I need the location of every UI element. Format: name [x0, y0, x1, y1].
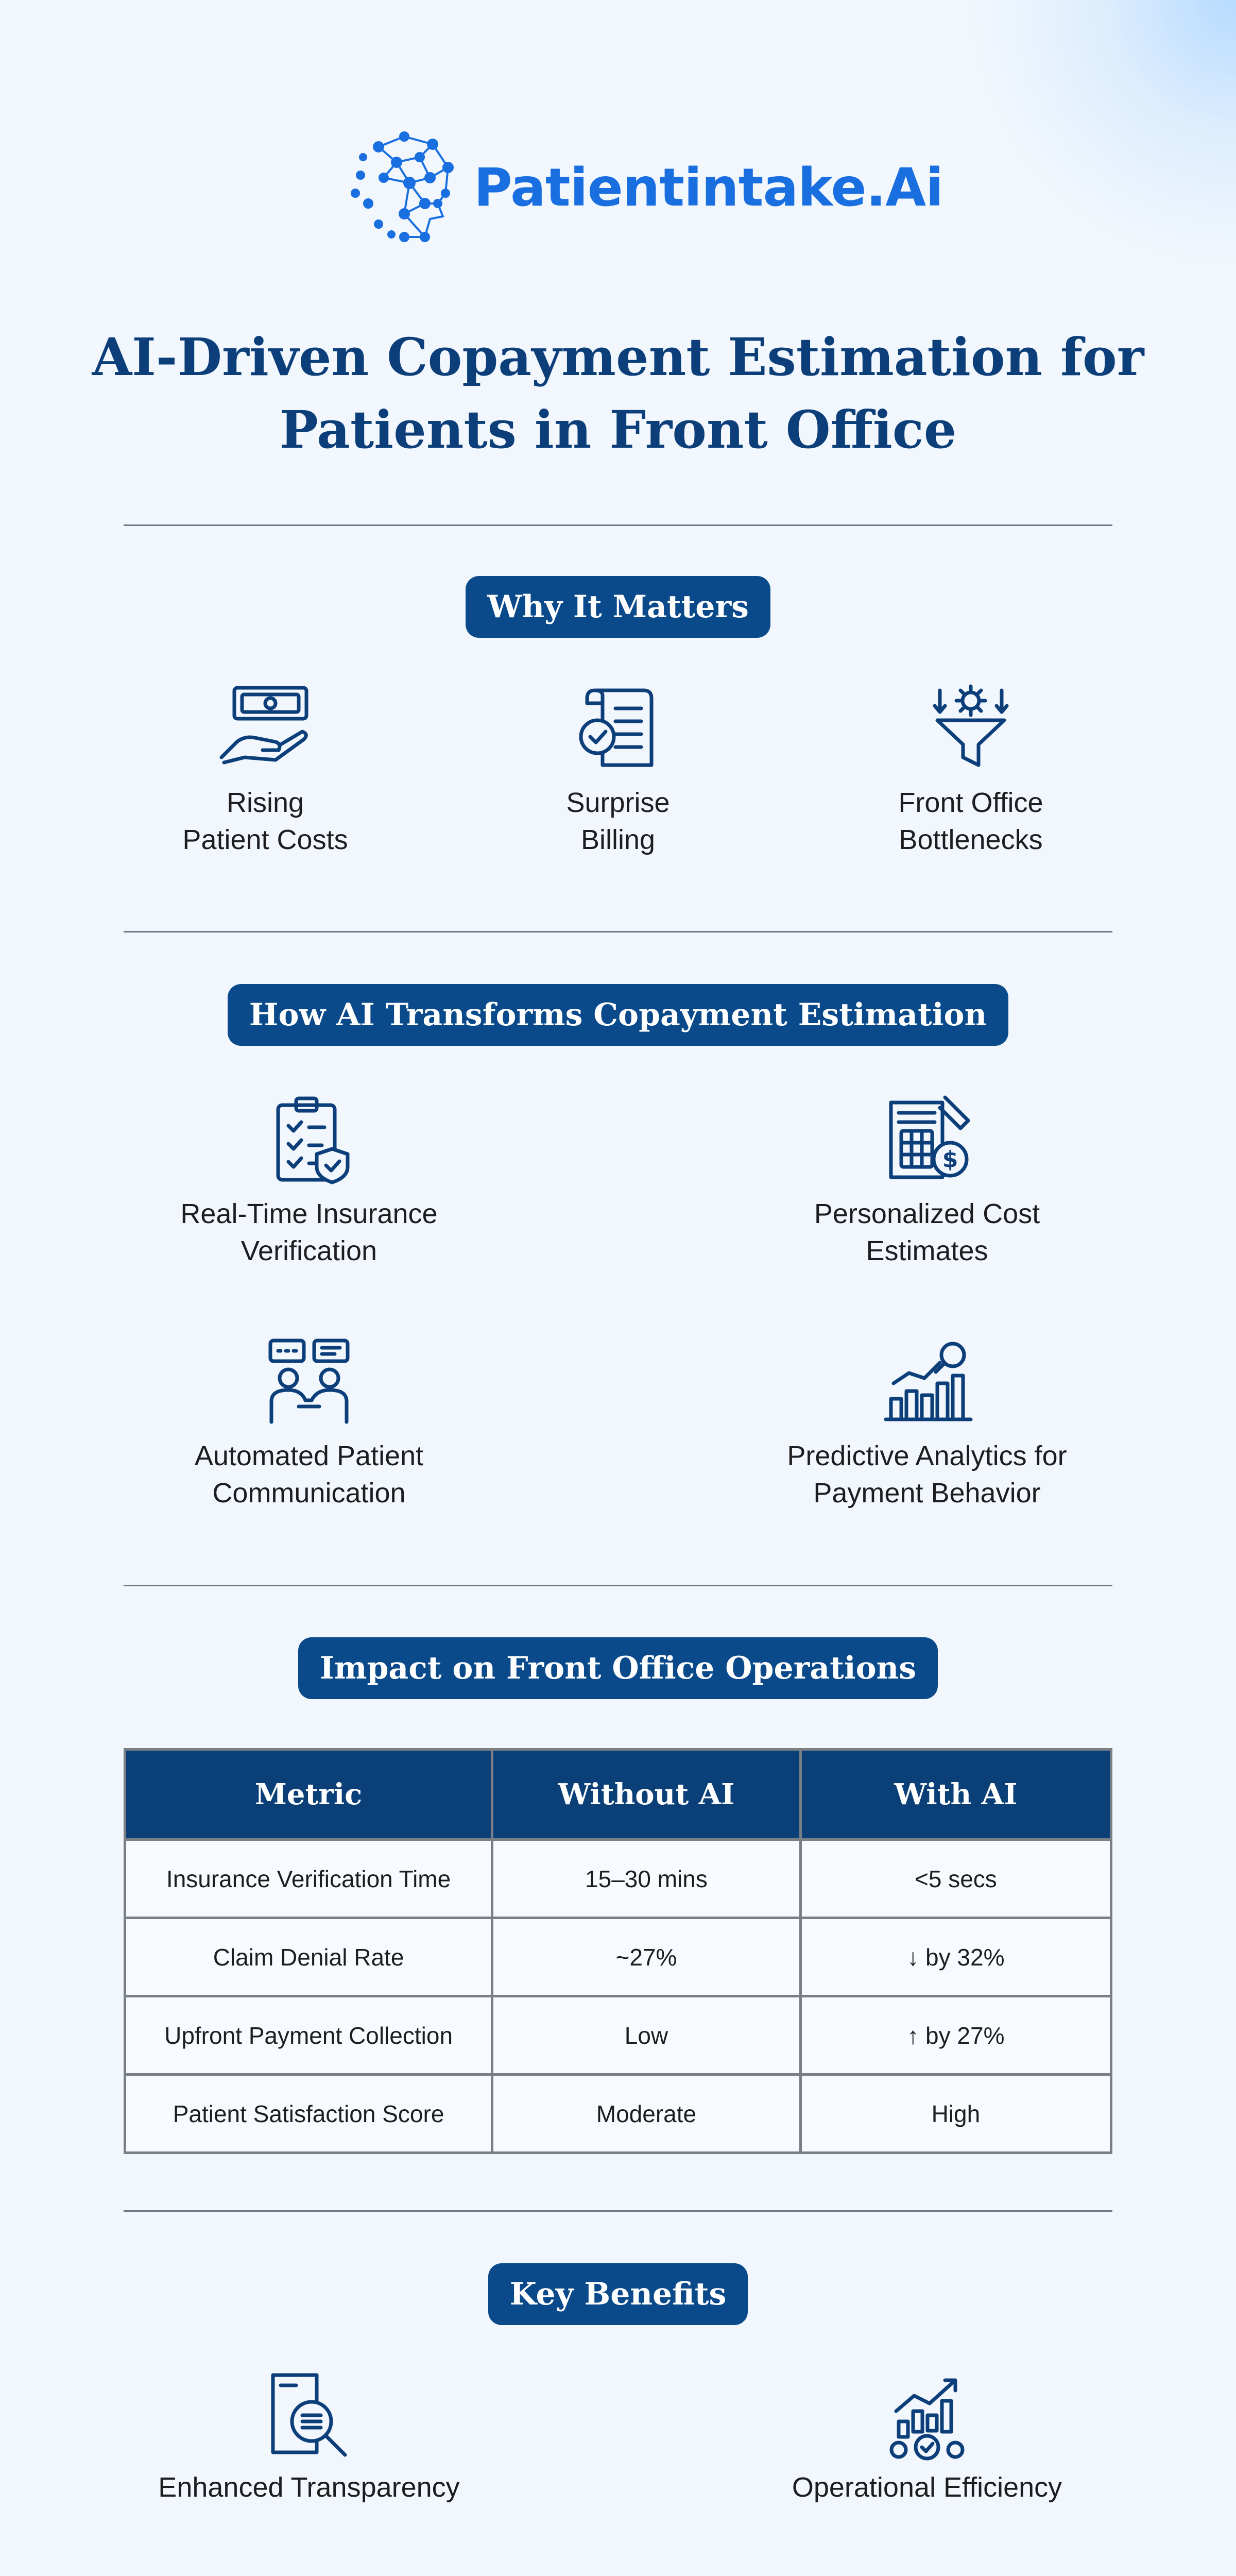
metric-cell: Patient Satisfaction Score	[125, 2075, 492, 2153]
clipboard-shield-icon	[260, 1092, 358, 1185]
bill-check-icon	[566, 680, 670, 773]
metric-cell: Claim Denial Rate	[125, 1918, 492, 1996]
chart-magnifier-icon	[878, 1334, 976, 1427]
how-item-label-line-2: Verification	[241, 1235, 377, 1266]
how-item-label-line-1: Personalized Cost	[814, 1198, 1040, 1229]
impact-heading-label: Impact on Front Office Operations	[298, 1637, 938, 1699]
benefits-heading	[0, 2263, 1236, 2325]
with-ai-cell: ↑ by 27%	[800, 1996, 1111, 2075]
how-item-label-line-1: Real-Time Insurance	[180, 1198, 438, 1229]
brand-logo[interactable]	[348, 126, 943, 250]
metric-cell: Upfront Payment Collection	[125, 1996, 492, 2075]
why-item-label-line-1: Surprise	[566, 787, 670, 818]
without-ai-cell: Low	[492, 1996, 801, 2075]
table-row	[125, 1840, 1111, 1918]
divider	[124, 1585, 1112, 1586]
benefit-item	[124, 2370, 494, 2506]
calculator-dollar-icon	[878, 1092, 976, 1185]
why-item-label-line-1: Rising	[226, 787, 304, 818]
column-header-without-ai: Without AI	[492, 1750, 801, 1840]
how-item-label-line-1: Predictive Analytics for	[787, 1440, 1067, 1471]
table-header-row	[125, 1750, 1111, 1840]
benefits-heading-label: Key Benefits	[488, 2263, 748, 2325]
how-heading-label: How AI Transforms Copayment Estimation	[228, 984, 1008, 1046]
why-item	[507, 680, 729, 858]
svg-text:$: $	[942, 1146, 958, 1173]
page-title-line-1: AI-Driven Copayment Estimation for	[92, 327, 1144, 387]
hand-cash-icon	[214, 680, 317, 773]
why-item	[860, 680, 1082, 858]
why-item-label-line-2: Bottlenecks	[899, 824, 1043, 855]
with-ai-cell: High	[800, 2075, 1111, 2153]
page-title-line-2: Patients in Front Office	[279, 399, 957, 460]
table-row	[125, 1918, 1111, 1996]
people-chat-icon	[260, 1334, 358, 1427]
benefit-label: Enhanced Transparency	[158, 2472, 460, 2503]
why-heading-label: Why It Matters	[466, 576, 770, 638]
why-item-label-line-2: Billing	[580, 824, 656, 855]
how-item-label-line-2: Estimates	[866, 1235, 988, 1266]
column-header-metric: Metric	[125, 1750, 492, 1840]
divider	[124, 524, 1112, 526]
without-ai-cell: Moderate	[492, 2075, 801, 2153]
why-heading	[0, 576, 1236, 638]
how-heading	[0, 984, 1236, 1046]
impact-table	[124, 1748, 1112, 2154]
how-item-label-line-1: Automated Patient	[194, 1440, 424, 1471]
benefit-item	[742, 2370, 1112, 2506]
benefit-label: Operational Efficiency	[792, 2472, 1062, 2503]
brand-name: Patientintake.Ai	[474, 157, 943, 218]
why-item	[154, 680, 376, 858]
how-item	[134, 1092, 484, 1269]
document-search-icon	[260, 2370, 358, 2463]
with-ai-cell: <5 secs	[800, 1840, 1111, 1918]
divider	[124, 2210, 1112, 2212]
without-ai-cell: ~27%	[492, 1918, 801, 1996]
without-ai-cell: 15–30 mins	[492, 1840, 801, 1918]
how-item	[134, 1334, 484, 1512]
impact-heading	[0, 1637, 1236, 1699]
how-item-label-line-2: Communication	[212, 1478, 406, 1509]
why-item-label-line-2: Patient Costs	[182, 824, 348, 855]
with-ai-cell: ↓ by 32%	[800, 1918, 1111, 1996]
how-item-label-line-2: Payment Behavior	[813, 1478, 1041, 1509]
how-item	[752, 1092, 1102, 1269]
ai-head-icon	[348, 126, 471, 250]
metric-cell: Insurance Verification Time	[125, 1840, 492, 1918]
gear-funnel-icon	[919, 680, 1022, 773]
divider	[124, 931, 1112, 933]
why-item-label-line-1: Front Office	[898, 787, 1043, 818]
how-item	[752, 1334, 1102, 1512]
growth-gears-icon	[878, 2370, 976, 2463]
table-row	[125, 1996, 1111, 2075]
column-header-with-ai: With AI	[800, 1750, 1111, 1840]
table-row	[125, 2075, 1111, 2153]
